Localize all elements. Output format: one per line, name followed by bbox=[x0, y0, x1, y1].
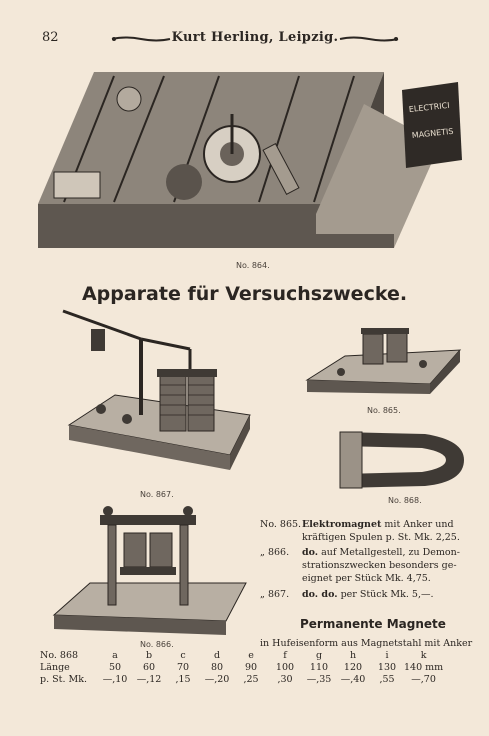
table-cell: b bbox=[145, 650, 153, 661]
table-cell: —,12 bbox=[136, 674, 162, 685]
electromagnet-866-illustration bbox=[50, 505, 250, 640]
caption-867: No. 867. bbox=[140, 490, 174, 499]
desc-865-number: No. 865. bbox=[260, 519, 302, 530]
desc-865-bold: Elektromagnet bbox=[302, 519, 382, 530]
table-cell: 100 bbox=[275, 662, 295, 673]
table-cell: —,20 bbox=[204, 674, 230, 685]
table-cell: 110 bbox=[309, 662, 329, 673]
table-cell: h bbox=[349, 650, 357, 661]
table-cell: 140 mm bbox=[404, 662, 444, 673]
caption-865: No. 865. bbox=[367, 406, 401, 415]
table-cell: —,10 bbox=[102, 674, 128, 685]
magnet-price-table bbox=[40, 650, 443, 686]
electromagnet-865-illustration bbox=[305, 320, 465, 405]
table-cell: Länge bbox=[40, 662, 70, 673]
table-row bbox=[40, 650, 443, 662]
table-cell: ,55 bbox=[379, 674, 395, 685]
table-cell: 70 bbox=[176, 662, 190, 673]
caption-864: No. 864. bbox=[236, 261, 270, 270]
permanent-magnets-subtitle: in Hufeisenform aus Magnetstahl mit Anker bbox=[260, 638, 473, 649]
description-865 bbox=[260, 518, 470, 544]
table-cell: a bbox=[112, 650, 118, 661]
table-cell: —,70 bbox=[411, 674, 436, 685]
table-cell: g bbox=[315, 650, 323, 661]
table-cell: ,30 bbox=[277, 674, 293, 685]
caption-866: No. 866. bbox=[140, 640, 174, 649]
table-cell: 50 bbox=[108, 662, 122, 673]
table-cell: 90 bbox=[244, 662, 258, 673]
table-cell: No. 868 bbox=[40, 650, 79, 661]
experiment-box-illustration bbox=[34, 64, 454, 260]
table-row bbox=[40, 662, 443, 674]
table-cell: ,15 bbox=[175, 674, 191, 685]
desc-866-text3: eignet per Stück Mk. 4,75. bbox=[302, 573, 431, 584]
table-cell: 80 bbox=[210, 662, 224, 673]
table-cell: c bbox=[180, 650, 186, 661]
table-cell: f bbox=[283, 650, 287, 661]
ornament-right-icon bbox=[338, 36, 400, 42]
table-cell: —,35 bbox=[306, 674, 332, 685]
description-866 bbox=[260, 546, 470, 585]
box-label-line1: ELECTRICI bbox=[408, 100, 451, 115]
desc-867-bold: do. do. bbox=[302, 589, 338, 600]
table-cell: d bbox=[213, 650, 221, 661]
table-cell: e bbox=[248, 650, 254, 661]
desc-867-text1: per Stück Mk. 5,—. bbox=[337, 589, 434, 600]
horseshoe-magnet-868-illustration bbox=[330, 422, 470, 494]
desc-865-text2: kräftigen Spulen p. St. Mk. 2,25. bbox=[302, 532, 460, 543]
table-cell: k bbox=[420, 650, 427, 661]
section-title: Apparate für Versuchszwecke. bbox=[81, 283, 408, 305]
header-title: Kurt Herling, Leipzig. bbox=[171, 30, 339, 45]
page-header bbox=[0, 30, 489, 50]
table-cell: 60 bbox=[142, 662, 156, 673]
permanent-magnets-title: Permanente Magnete bbox=[300, 617, 446, 631]
desc-866-bold: do. bbox=[302, 547, 319, 558]
desc-867-number: „ 867. bbox=[260, 589, 290, 600]
table-cell: 130 bbox=[377, 662, 397, 673]
table-cell: ,25 bbox=[243, 674, 259, 685]
page-number: 82 bbox=[42, 30, 59, 45]
table-cell: p. St. Mk. bbox=[40, 674, 87, 685]
desc-866-number: „ 866. bbox=[260, 547, 290, 558]
table-cell: 120 bbox=[343, 662, 363, 673]
box-label-line2: MAGNETIS bbox=[411, 126, 454, 141]
desc-866-text1: auf Metallgestell, zu Demon- bbox=[318, 547, 460, 558]
desc-865-text1: mit Anker und bbox=[381, 519, 454, 530]
electromagnet-867-illustration bbox=[55, 305, 255, 490]
caption-868: No. 868. bbox=[388, 496, 422, 505]
description-867 bbox=[260, 588, 470, 601]
table-cell: i bbox=[385, 650, 389, 661]
desc-866-text2: strationszwecken besonders ge- bbox=[302, 560, 457, 571]
table-cell: —,40 bbox=[340, 674, 366, 685]
table-row bbox=[40, 674, 443, 686]
